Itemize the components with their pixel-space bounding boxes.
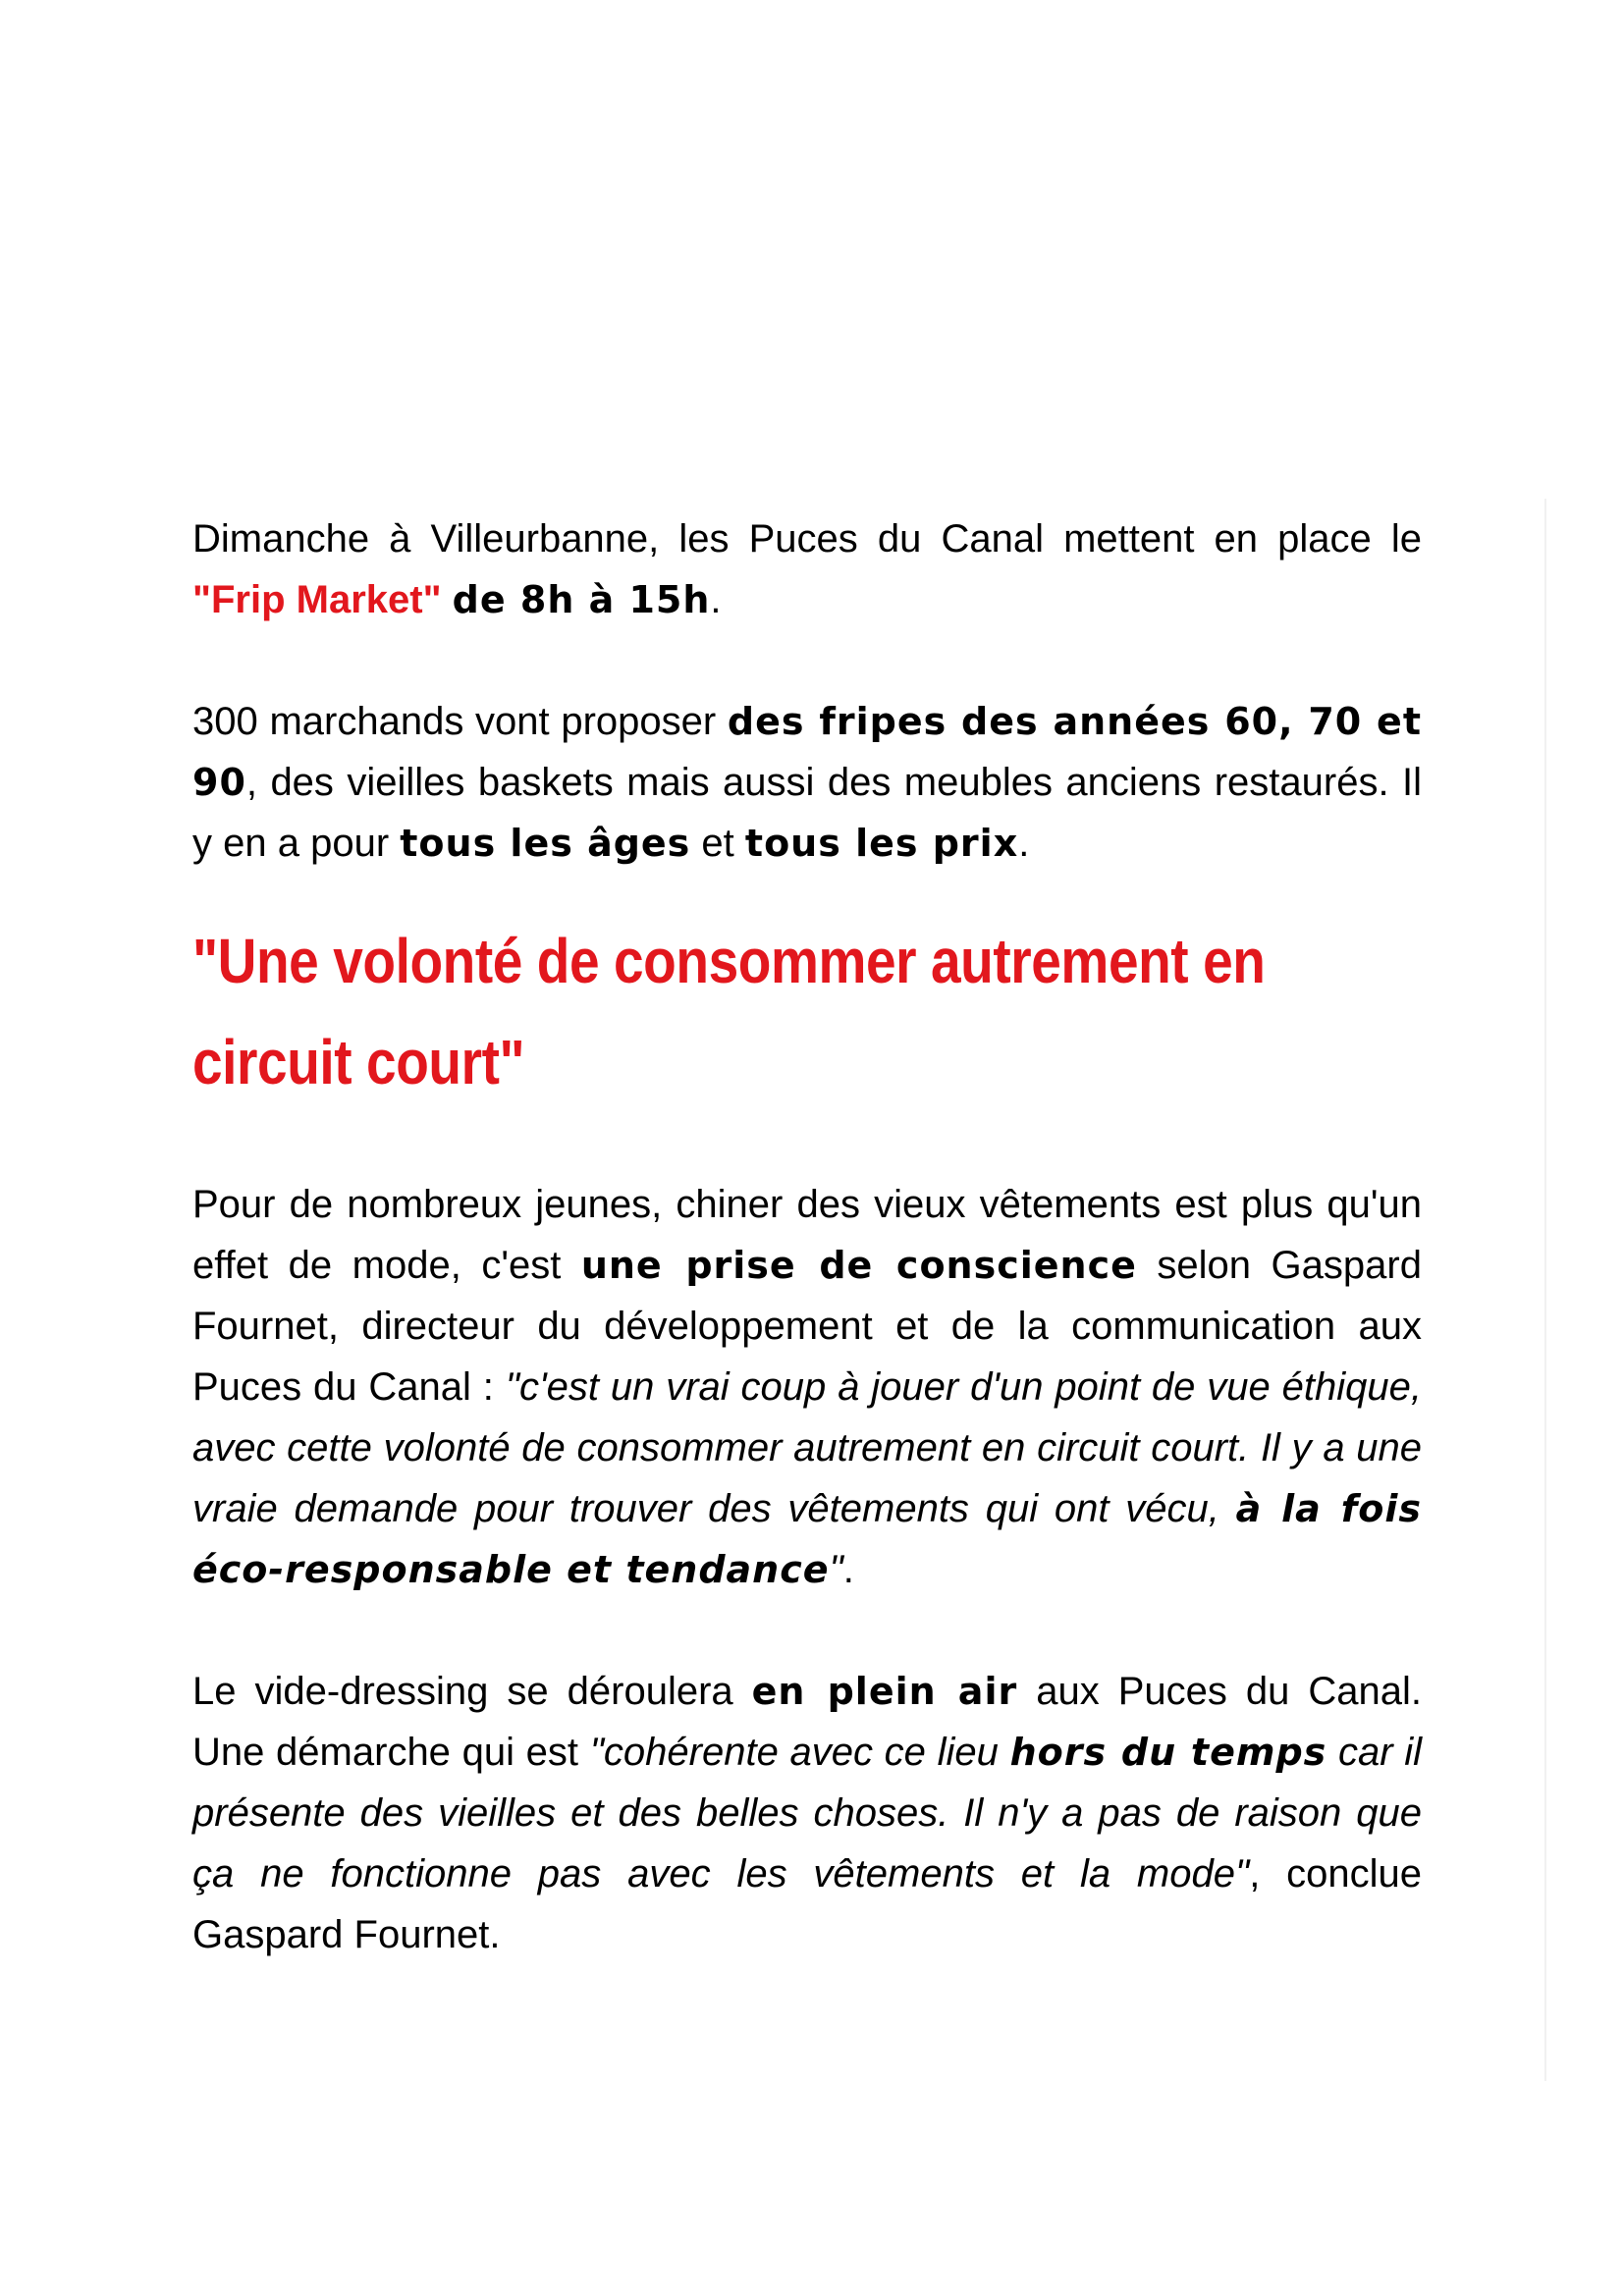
section-heading: "Une volonté de consommer autrement en circuit court" <box>192 926 1266 1097</box>
paragraph-conclusion <box>192 1661 1422 1965</box>
quote-period: . <box>842 1548 854 1591</box>
merchants-period: . <box>1018 822 1030 865</box>
paragraph-quote <box>192 1174 1422 1600</box>
prices-highlight: tous les prix <box>744 822 1019 865</box>
paragraph-gap <box>192 1600 1422 1661</box>
conclusion-quote-2: car il présente des vieilles et des belles choses. Il n'y a pas de raison que ça ne fonctionne pas avec les vêtements et la mode" <box>192 1731 1422 1896</box>
conclusion-text: aux Puces du Canal. Une démarche qui est <box>192 1670 1423 1774</box>
ages-highlight: tous les âges <box>400 822 691 865</box>
article-body <box>192 508 1422 1965</box>
quote-italic: "c'est un vrai coup à jouer d'un point de vue éthique, avec cette volonté de consommer autrement en circuit court. Il y a une vraie demande pour trouver des vêtements qui ont vécu, <box>192 1365 1422 1530</box>
timeless-highlight: hors du temps <box>1009 1731 1327 1774</box>
awareness-highlight: une prise de conscience <box>580 1244 1137 1287</box>
intro-period: . <box>710 578 722 621</box>
quote-intro: Pour de nombreux jeunes, chiner des vieux vêtements est plus qu'un effet de mode, c'est <box>192 1183 1422 1287</box>
merchants-text-2: , des vieilles baskets mais aussi des meubles anciens restaurés. Il y en a pour <box>192 761 1422 865</box>
intro-text: Dimanche à Villeurbanne, les Puces du Canal mettent en place le <box>192 517 1422 561</box>
quote-close: " <box>829 1548 843 1591</box>
paragraph-merchants <box>192 691 1422 874</box>
quote-attribution: selon Gaspard Fournet, directeur du développement et de la communication aux Puces du Canal : <box>192 1244 1422 1409</box>
right-divider <box>1544 499 1546 2081</box>
intro-space <box>442 578 453 621</box>
paragraph-intro <box>192 508 1422 630</box>
conclusion-quote: "cohérente avec ce lieu <box>589 1731 1010 1774</box>
conclusion-intro: Le vide-dressing se déroulera <box>192 1670 752 1713</box>
event-name: "Frip Market" <box>192 578 442 621</box>
merchants-and: et <box>690 822 745 865</box>
merchants-text: 300 marchands vont proposer <box>192 700 728 743</box>
open-air-highlight: en plein air <box>751 1670 1018 1713</box>
quote-highlight: à la fois éco-responsable et tendance <box>192 1487 1422 1591</box>
merchants-highlight: des fripes des années 60, 70 et 90 <box>192 700 1422 804</box>
section-heading-wrap <box>192 911 1422 1113</box>
paragraph-gap <box>192 630 1422 691</box>
event-hours: de 8h à 15h <box>452 578 711 621</box>
conclusion-signoff: , conclue Gaspard Fournet. <box>192 1852 1422 1956</box>
